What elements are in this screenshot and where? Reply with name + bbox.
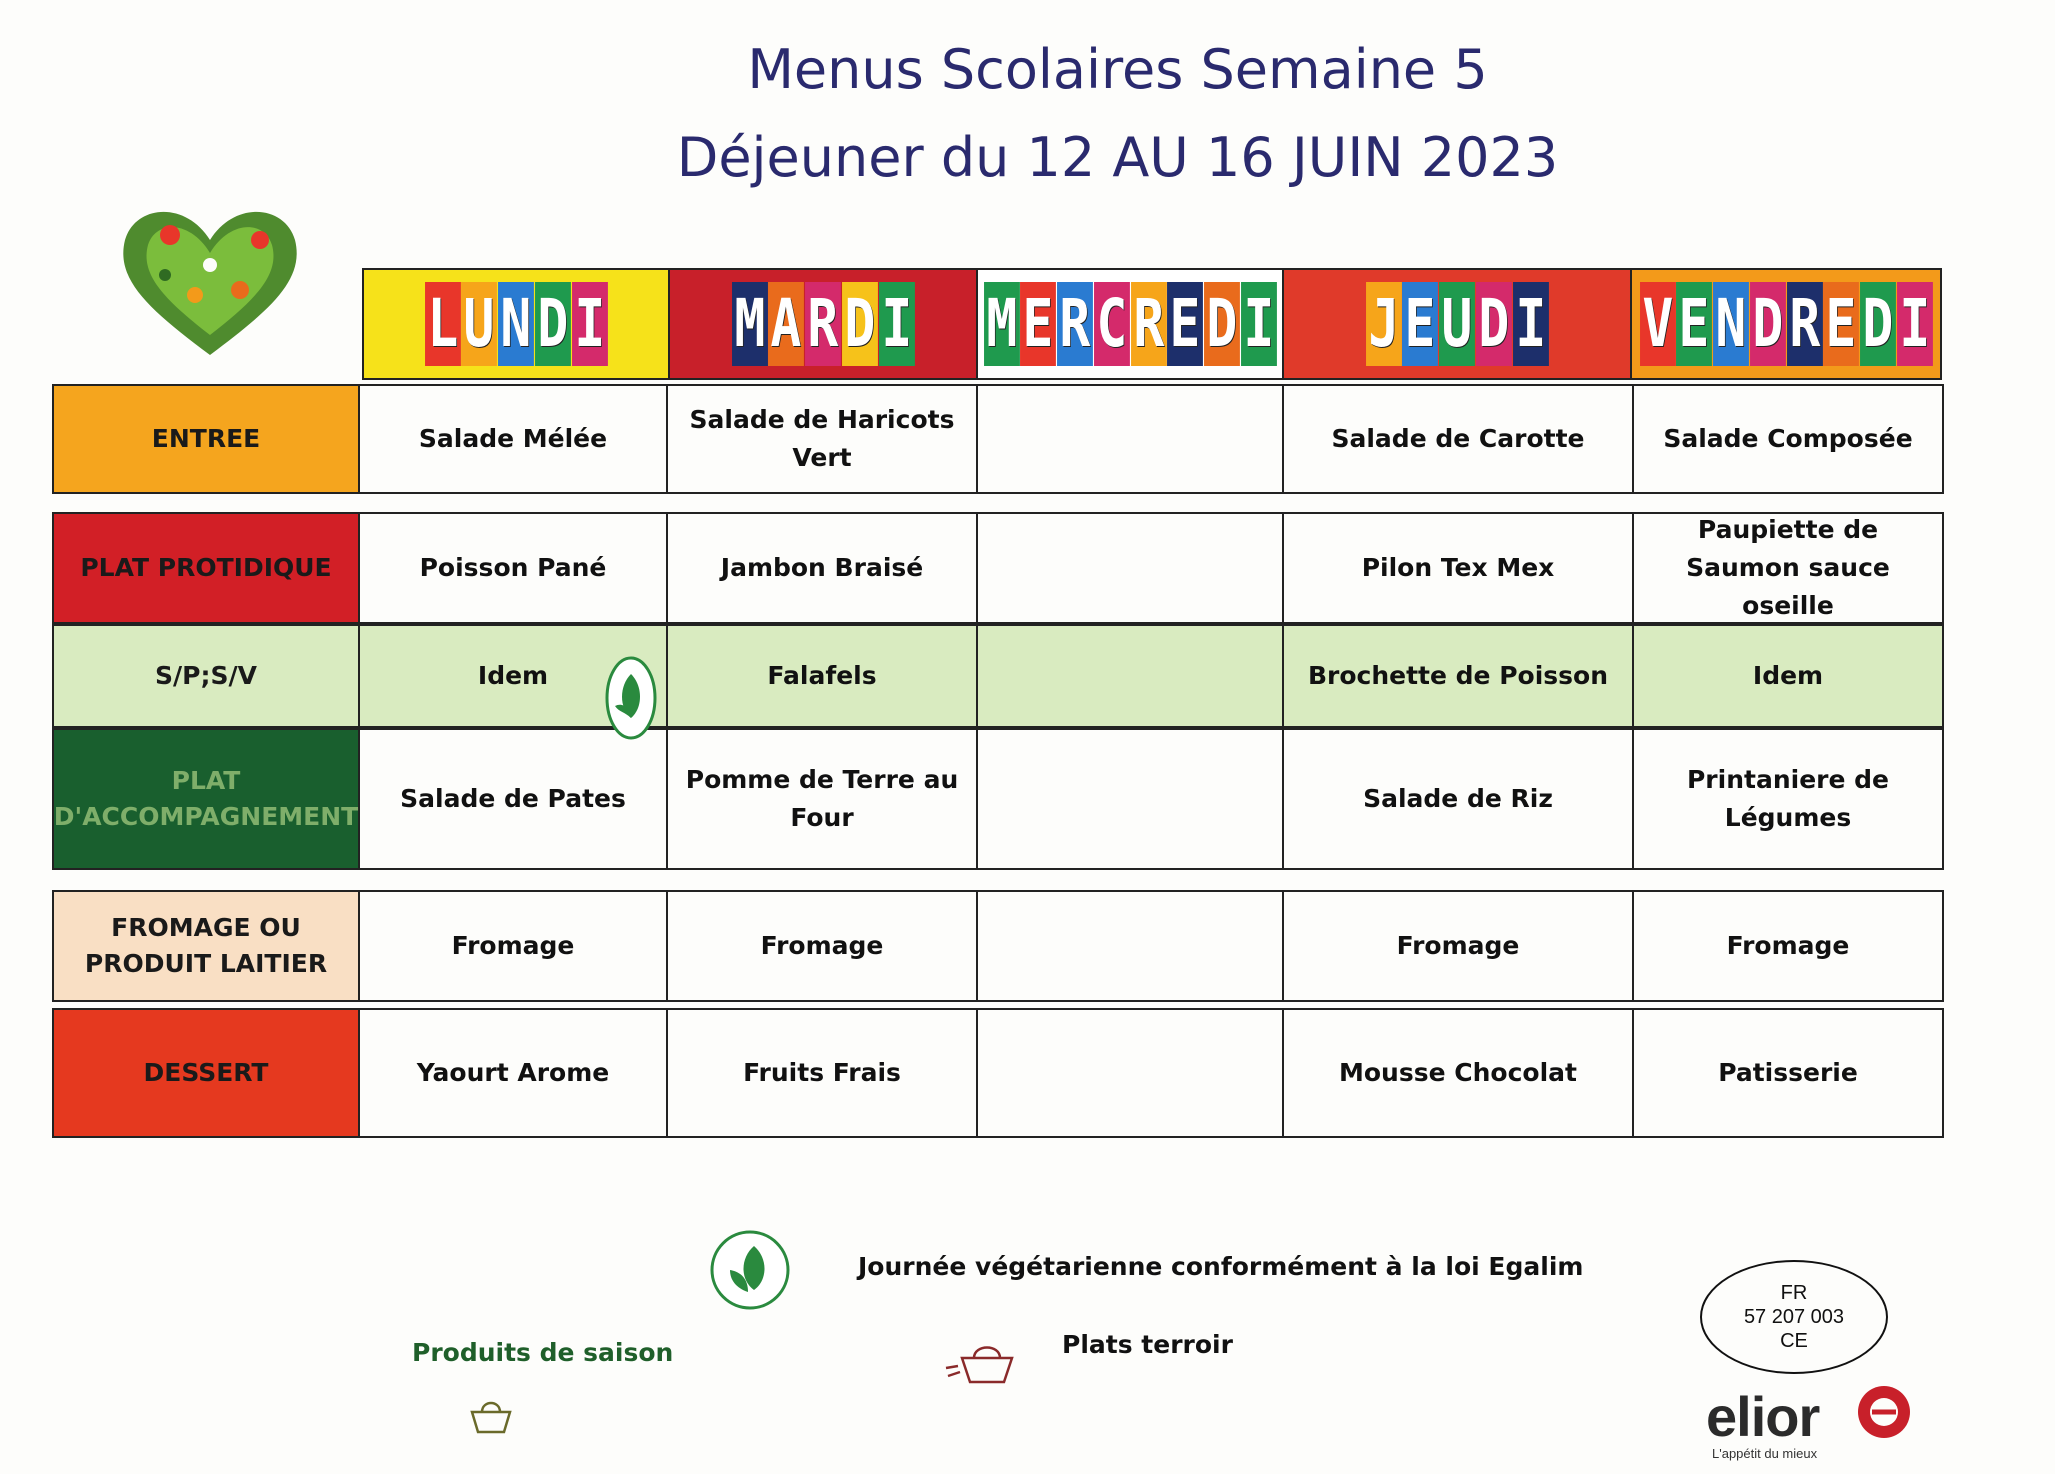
menu-cell: Mousse Chocolat — [1284, 1008, 1634, 1138]
health-stamp — [1700, 1260, 1888, 1374]
day-letter-tile: N — [1713, 282, 1749, 366]
day-letter-tile: V — [1640, 282, 1676, 366]
menu-cell: Patisserie — [1634, 1008, 1944, 1138]
day-letter-tile: J — [1366, 282, 1402, 366]
menu-cell: Fromage — [668, 890, 978, 1002]
day-letter-tile: M — [732, 282, 768, 366]
day-letter-tile: A — [768, 282, 804, 366]
table-row — [52, 728, 1944, 870]
day-label-mercredi — [985, 282, 1276, 366]
day-letter-tile: U — [461, 282, 497, 366]
category-fromage: FROMAGE OU PRODUIT LAITIER — [52, 890, 360, 1002]
terroir-legend-text: Plats terroir — [1062, 1330, 1233, 1359]
menu-cell: Falafels — [668, 624, 978, 728]
category-plat-accompagnement: PLAT D'ACCOMPAGNEMENT — [52, 728, 360, 870]
menu-cell: Fruits Frais — [668, 1008, 978, 1138]
menu-cell: Fromage — [360, 890, 668, 1002]
terroir-basket-icon — [942, 1338, 1022, 1388]
day-letter-tile: C — [1094, 282, 1130, 366]
day-letter-tile: I — [879, 282, 915, 366]
day-letter-tile: E — [1676, 282, 1712, 366]
table-row — [52, 384, 1944, 494]
brand-name: elior — [1706, 1385, 1820, 1448]
seasonal-legend-text: Produits de saison — [412, 1338, 674, 1367]
page-title: Menus Scolaires Semaine 5 — [747, 38, 1488, 101]
menu-cell: Brochette de Poisson — [1284, 624, 1634, 728]
elior-logo — [1706, 1384, 1820, 1461]
menu-cell: Pomme de Terre au Four — [668, 728, 978, 870]
day-header-mercredi — [976, 268, 1284, 380]
day-letter-tile: L — [425, 282, 461, 366]
day-letter-tile: I — [1241, 282, 1277, 366]
day-letter-tile: R — [1131, 282, 1167, 366]
day-header-vendredi — [1630, 268, 1942, 380]
day-letter-tile: I — [1897, 282, 1933, 366]
day-letter-tile: R — [805, 282, 841, 366]
menu-cell: Salade Mélée — [360, 384, 668, 494]
stamp-line: 57 207 003 — [1743, 1306, 1845, 1328]
day-header-jeudi — [1282, 268, 1632, 380]
menu-cell: Idem — [1634, 624, 1944, 728]
table-row — [52, 512, 1944, 624]
menu-cell: Pilon Tex Mex — [1284, 512, 1634, 624]
menu-cell: Printaniere de Légumes — [1634, 728, 1944, 870]
brand-tagline: L'appétit du mieux — [1712, 1446, 1818, 1461]
day-letter-tile: D — [842, 282, 878, 366]
day-letter-tile: D — [1750, 282, 1786, 366]
day-letter-tile: E — [1167, 282, 1203, 366]
day-letter-tile: D — [1204, 282, 1240, 366]
day-letter-tile: D — [535, 282, 571, 366]
menu-cell: Salade de Riz — [1284, 728, 1634, 870]
day-letter-tile: U — [1439, 282, 1475, 366]
day-letter-tile: E — [1823, 282, 1859, 366]
menu-cell: Salade de Pates — [360, 728, 668, 870]
menu-cell: Yaourt Arome — [360, 1008, 668, 1138]
vegetarian-legend-text: Journée végétarienne conformément à la loi Egalim — [858, 1252, 1584, 1281]
day-letter-tile: D — [1476, 282, 1512, 366]
day-label-lundi — [426, 282, 607, 366]
stamp-line: FR — [1780, 1282, 1808, 1304]
day-letter-tile: E — [1402, 282, 1438, 366]
menu-cell: Salade Composée — [1634, 384, 1944, 494]
menu-cell — [978, 1008, 1284, 1138]
category-plat-protidique: PLAT PROTIDIQUE — [52, 512, 360, 624]
day-header-lundi — [362, 268, 670, 380]
table-row — [52, 890, 1944, 1002]
menu-cell — [978, 728, 1284, 870]
category-dessert: DESSERT — [52, 1008, 360, 1138]
day-label-jeudi — [1367, 282, 1548, 366]
day-letter-tile: R — [1057, 282, 1093, 366]
menu-cell — [978, 384, 1284, 494]
menu-cell: Jambon Braisé — [668, 512, 978, 624]
table-row — [52, 624, 1944, 728]
menu-cell: Salade de Carotte — [1284, 384, 1634, 494]
day-letter-tile: I — [572, 282, 608, 366]
category-entree: ENTREE — [52, 384, 360, 494]
day-letter-tile: N — [498, 282, 534, 366]
menu-cell: Fromage — [1634, 890, 1944, 1002]
menu-cell — [978, 890, 1284, 1002]
menu-cell: Paupiette de Saumon sauce oseille — [1634, 512, 1944, 624]
day-header-mardi — [668, 268, 978, 380]
salad-heart-icon — [110, 195, 310, 365]
menu-cell — [978, 624, 1284, 728]
menu-cell: Idem — [360, 624, 668, 728]
day-letter-tile: R — [1787, 282, 1823, 366]
day-letter-tile: I — [1513, 282, 1549, 366]
day-label-mardi — [733, 282, 914, 366]
menu-cell — [978, 512, 1284, 624]
basket-icon — [466, 1396, 516, 1436]
category-sp-sv: S/P;S/V — [52, 624, 360, 728]
stamp-line: CE — [1780, 1330, 1808, 1352]
vegetarian-badge-icon — [605, 656, 657, 740]
menu-cell: Salade de Haricots Vert — [668, 384, 978, 494]
menu-cell: Fromage — [1284, 890, 1634, 1002]
elior-mark-icon — [1854, 1376, 1914, 1446]
page-subtitle: Déjeuner du 12 AU 16 JUIN 2023 — [676, 126, 1559, 189]
vegetarian-legend-icon — [708, 1228, 792, 1312]
day-letter-tile: E — [1020, 282, 1056, 366]
menu-cell: Poisson Pané — [360, 512, 668, 624]
day-letter-tile: M — [984, 282, 1020, 366]
table-row — [52, 1008, 1944, 1138]
day-label-vendredi — [1641, 282, 1932, 366]
day-letter-tile: D — [1860, 282, 1896, 366]
